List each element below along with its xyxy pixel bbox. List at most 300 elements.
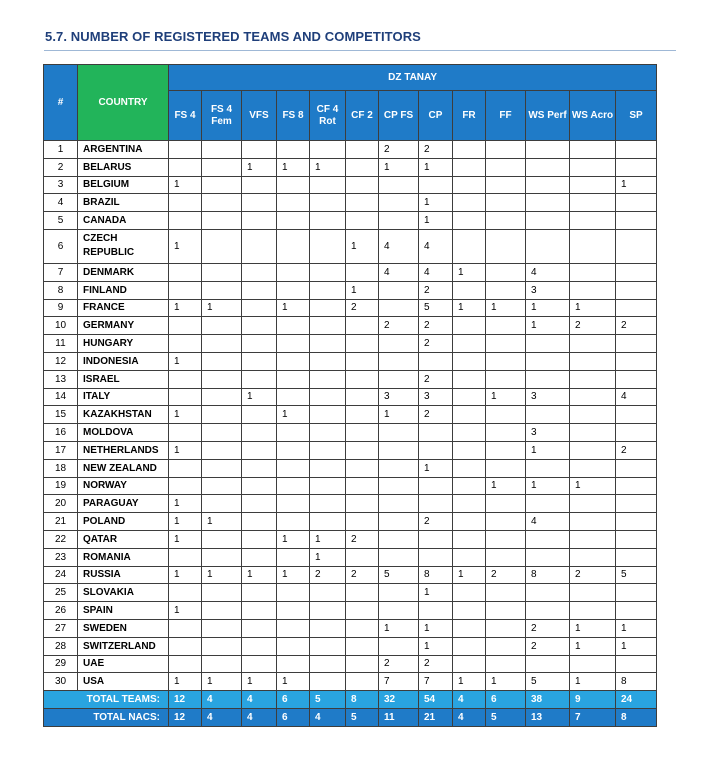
value-cell: 7 (419, 673, 453, 691)
country-name: BELARUS (78, 158, 169, 176)
value-cell (202, 352, 242, 370)
value-cell: 1 (169, 495, 202, 513)
value-cell (169, 424, 202, 442)
value-cell (277, 317, 310, 335)
value-cell (202, 602, 242, 620)
value-cell (453, 281, 486, 299)
value-cell (242, 281, 277, 299)
value-cell: 1 (169, 176, 202, 194)
value-cell (379, 424, 419, 442)
value-cell (346, 441, 379, 459)
value-cell (453, 317, 486, 335)
value-cell (277, 441, 310, 459)
country-name: GERMANY (78, 317, 169, 335)
value-cell (346, 317, 379, 335)
value-cell: 7 (379, 673, 419, 691)
value-cell (486, 229, 526, 263)
value-cell (277, 388, 310, 406)
value-cell (277, 212, 310, 230)
value-cell (346, 212, 379, 230)
value-cell (310, 655, 346, 673)
value-cell: 2 (379, 141, 419, 159)
value-cell (486, 637, 526, 655)
value-cell: 2 (310, 566, 346, 584)
country-name: MOLDOVA (78, 424, 169, 442)
country-name: PARAGUAY (78, 495, 169, 513)
value-cell: 2 (570, 317, 616, 335)
value-cell: 2 (379, 655, 419, 673)
value-cell: 1 (526, 317, 570, 335)
value-cell (486, 176, 526, 194)
total-value: 5 (346, 709, 379, 727)
value-cell: 3 (526, 281, 570, 299)
value-cell (277, 637, 310, 655)
value-cell: 1 (526, 441, 570, 459)
value-cell (379, 602, 419, 620)
value-cell (277, 176, 310, 194)
value-cell (453, 388, 486, 406)
value-cell: 2 (419, 655, 453, 673)
value-cell: 1 (202, 299, 242, 317)
value-cell (346, 158, 379, 176)
value-cell: 1 (570, 299, 616, 317)
value-cell (242, 530, 277, 548)
total-value: 13 (526, 709, 570, 727)
value-cell: 1 (616, 176, 657, 194)
value-cell: 5 (379, 566, 419, 584)
value-cell (453, 495, 486, 513)
value-cell: 1 (202, 673, 242, 691)
value-cell (486, 141, 526, 159)
value-cell (486, 158, 526, 176)
value-cell (486, 335, 526, 353)
value-cell (526, 229, 570, 263)
value-cell (453, 441, 486, 459)
value-cell (616, 299, 657, 317)
value-cell (310, 424, 346, 442)
table-totals (44, 691, 657, 727)
value-cell (242, 655, 277, 673)
value-cell (242, 406, 277, 424)
value-cell (346, 263, 379, 281)
value-cell (242, 495, 277, 513)
value-cell: 1 (419, 637, 453, 655)
value-cell (169, 637, 202, 655)
value-cell: 1 (419, 212, 453, 230)
table-row (44, 637, 657, 655)
value-cell: 1 (277, 673, 310, 691)
country-name: FRANCE (78, 299, 169, 317)
value-cell (486, 406, 526, 424)
value-cell: 2 (419, 141, 453, 159)
country-name: USA (78, 673, 169, 691)
value-cell (379, 370, 419, 388)
value-cell (242, 584, 277, 602)
row-number: 30 (44, 673, 78, 691)
value-cell: 3 (379, 388, 419, 406)
value-cell (242, 459, 277, 477)
value-cell: 2 (346, 566, 379, 584)
table-row (44, 212, 657, 230)
value-cell (453, 619, 486, 637)
value-cell (570, 406, 616, 424)
value-cell (526, 194, 570, 212)
value-cell (277, 281, 310, 299)
value-cell (486, 655, 526, 673)
value-cell (277, 194, 310, 212)
value-cell: 1 (526, 477, 570, 495)
country-name: FINLAND (78, 281, 169, 299)
value-cell: 1 (346, 281, 379, 299)
value-cell (310, 299, 346, 317)
value-cell: 1 (277, 566, 310, 584)
value-cell (346, 513, 379, 531)
row-number: 18 (44, 459, 78, 477)
total-value: 21 (419, 709, 453, 727)
value-cell (346, 655, 379, 673)
value-cell: 1 (169, 352, 202, 370)
value-cell (346, 388, 379, 406)
value-cell: 1 (616, 637, 657, 655)
value-cell (379, 459, 419, 477)
value-cell (310, 406, 346, 424)
value-cell: 8 (419, 566, 453, 584)
value-cell (616, 281, 657, 299)
value-cell (310, 263, 346, 281)
value-cell (169, 584, 202, 602)
value-cell: 1 (570, 637, 616, 655)
table-row (44, 602, 657, 620)
value-cell (570, 548, 616, 566)
value-cell (346, 477, 379, 495)
value-cell (202, 477, 242, 495)
row-number: 27 (44, 619, 78, 637)
value-cell (277, 335, 310, 353)
country-name: SPAIN (78, 602, 169, 620)
total-value: 4 (242, 709, 277, 727)
country-name: KAZAKHSTAN (78, 406, 169, 424)
header-column: CF 4 Rot (310, 91, 346, 141)
value-cell (419, 352, 453, 370)
total-value: 4 (202, 709, 242, 727)
value-cell (486, 495, 526, 513)
value-cell (570, 513, 616, 531)
value-cell (570, 584, 616, 602)
value-cell (310, 619, 346, 637)
value-cell: 2 (419, 335, 453, 353)
value-cell (616, 655, 657, 673)
value-cell (616, 352, 657, 370)
value-cell (346, 619, 379, 637)
table-row (44, 335, 657, 353)
row-number: 3 (44, 176, 78, 194)
value-cell (379, 352, 419, 370)
value-cell (486, 584, 526, 602)
header-column: FS 4 (169, 91, 202, 141)
value-cell (310, 212, 346, 230)
row-number: 17 (44, 441, 78, 459)
value-cell: 1 (169, 229, 202, 263)
value-cell (346, 602, 379, 620)
table-row (44, 619, 657, 637)
value-cell (202, 619, 242, 637)
header-column: VFS (242, 91, 277, 141)
value-cell (202, 406, 242, 424)
total-value: 4 (310, 709, 346, 727)
country-name: DENMARK (78, 263, 169, 281)
value-cell (570, 530, 616, 548)
value-cell (570, 263, 616, 281)
value-cell (346, 637, 379, 655)
value-cell (277, 619, 310, 637)
value-cell (202, 212, 242, 230)
table-row (44, 441, 657, 459)
value-cell (202, 158, 242, 176)
value-cell (486, 513, 526, 531)
value-cell (310, 673, 346, 691)
value-cell (419, 495, 453, 513)
value-cell (616, 229, 657, 263)
value-cell (346, 459, 379, 477)
value-cell (242, 477, 277, 495)
value-cell (310, 194, 346, 212)
value-cell (277, 424, 310, 442)
value-cell (242, 335, 277, 353)
value-cell (310, 584, 346, 602)
value-cell (169, 281, 202, 299)
row-number: 4 (44, 194, 78, 212)
table-row (44, 229, 657, 263)
table-row (44, 406, 657, 424)
value-cell (616, 513, 657, 531)
value-cell (202, 229, 242, 263)
country-name: CZECH REPUBLIC (78, 229, 169, 263)
value-cell (526, 176, 570, 194)
table-row (44, 566, 657, 584)
value-cell (453, 141, 486, 159)
country-name: BRAZIL (78, 194, 169, 212)
value-cell (379, 335, 419, 353)
total-value: 4 (242, 691, 277, 709)
value-cell: 1 (169, 299, 202, 317)
value-cell (277, 459, 310, 477)
total-value: 4 (202, 691, 242, 709)
value-cell: 1 (169, 673, 202, 691)
value-cell (616, 548, 657, 566)
row-number: 12 (44, 352, 78, 370)
table-row (44, 317, 657, 335)
value-cell (202, 495, 242, 513)
value-cell (242, 141, 277, 159)
value-cell: 2 (486, 566, 526, 584)
country-name: NEW ZEALAND (78, 459, 169, 477)
value-cell: 1 (419, 619, 453, 637)
value-cell (169, 212, 202, 230)
value-cell: 1 (277, 406, 310, 424)
header-group: DZ TANAY (169, 65, 657, 91)
value-cell (277, 513, 310, 531)
table-row (44, 352, 657, 370)
teams-competitors-table (43, 64, 657, 727)
value-cell (616, 141, 657, 159)
value-cell: 2 (616, 441, 657, 459)
value-cell (453, 530, 486, 548)
header-column: FS 8 (277, 91, 310, 141)
value-cell (419, 548, 453, 566)
value-cell: 1 (169, 602, 202, 620)
value-cell (242, 441, 277, 459)
value-cell (453, 194, 486, 212)
total-value: 24 (616, 691, 657, 709)
value-cell (570, 281, 616, 299)
value-cell: 1 (419, 459, 453, 477)
value-cell: 2 (616, 317, 657, 335)
value-cell (277, 584, 310, 602)
value-cell (453, 602, 486, 620)
value-cell: 1 (277, 530, 310, 548)
header-country: COUNTRY (78, 65, 169, 141)
value-cell: 2 (419, 513, 453, 531)
value-cell (486, 548, 526, 566)
value-cell: 4 (379, 263, 419, 281)
value-cell (310, 495, 346, 513)
value-cell (242, 637, 277, 655)
value-cell (486, 212, 526, 230)
value-cell (242, 194, 277, 212)
value-cell: 1 (310, 158, 346, 176)
value-cell (486, 352, 526, 370)
value-cell (379, 584, 419, 602)
value-cell (486, 370, 526, 388)
table-row (44, 370, 657, 388)
value-cell (379, 548, 419, 566)
value-cell (242, 317, 277, 335)
value-cell (310, 459, 346, 477)
value-cell: 1 (616, 619, 657, 637)
value-cell (169, 459, 202, 477)
value-cell: 1 (379, 158, 419, 176)
value-cell (570, 441, 616, 459)
value-cell: 1 (346, 229, 379, 263)
value-cell (570, 212, 616, 230)
value-cell (169, 370, 202, 388)
value-cell: 1 (570, 477, 616, 495)
country-name: BELGIUM (78, 176, 169, 194)
value-cell (242, 548, 277, 566)
value-cell (242, 299, 277, 317)
value-cell (310, 229, 346, 263)
total-value: 8 (616, 709, 657, 727)
value-cell (526, 530, 570, 548)
value-cell (169, 655, 202, 673)
value-cell (169, 141, 202, 159)
total-value: 12 (169, 691, 202, 709)
row-number: 21 (44, 513, 78, 531)
value-cell: 1 (310, 548, 346, 566)
row-number: 8 (44, 281, 78, 299)
value-cell: 1 (242, 388, 277, 406)
total-value: 11 (379, 709, 419, 727)
row-number: 7 (44, 263, 78, 281)
total-value: 6 (277, 691, 310, 709)
value-cell: 1 (169, 566, 202, 584)
value-cell (570, 194, 616, 212)
table-row (44, 548, 657, 566)
total-value: 12 (169, 709, 202, 727)
value-cell (346, 194, 379, 212)
table-row (44, 176, 657, 194)
table-row (44, 673, 657, 691)
value-cell (453, 229, 486, 263)
header-column: SP (616, 91, 657, 141)
row-number: 6 (44, 229, 78, 263)
value-cell (616, 370, 657, 388)
country-name: SWEDEN (78, 619, 169, 637)
table-row (44, 655, 657, 673)
value-cell (453, 459, 486, 477)
total-value: 4 (453, 709, 486, 727)
value-cell (310, 352, 346, 370)
value-cell (486, 424, 526, 442)
value-cell (486, 459, 526, 477)
value-cell (169, 335, 202, 353)
value-cell (310, 477, 346, 495)
value-cell: 1 (277, 299, 310, 317)
header-column: FR (453, 91, 486, 141)
value-cell (570, 158, 616, 176)
value-cell (453, 477, 486, 495)
value-cell (453, 513, 486, 531)
value-cell (277, 495, 310, 513)
value-cell: 1 (453, 566, 486, 584)
header-column: CP FS (379, 91, 419, 141)
value-cell (570, 602, 616, 620)
value-cell (169, 158, 202, 176)
table-body (44, 141, 657, 691)
value-cell (570, 229, 616, 263)
row-number: 16 (44, 424, 78, 442)
value-cell (346, 335, 379, 353)
total-value: 32 (379, 691, 419, 709)
total-label: TOTAL TEAMS: (44, 691, 169, 709)
row-number: 2 (44, 158, 78, 176)
value-cell (202, 141, 242, 159)
value-cell: 4 (419, 229, 453, 263)
table-row (44, 141, 657, 159)
table-row (44, 299, 657, 317)
value-cell (616, 602, 657, 620)
value-cell (346, 424, 379, 442)
total-value: 6 (486, 691, 526, 709)
value-cell: 1 (486, 477, 526, 495)
value-cell (346, 141, 379, 159)
row-number: 5 (44, 212, 78, 230)
table-row (44, 263, 657, 281)
value-cell (310, 335, 346, 353)
table-row (44, 459, 657, 477)
value-cell (570, 176, 616, 194)
value-cell (242, 513, 277, 531)
country-name: HUNGARY (78, 335, 169, 353)
table-row (44, 584, 657, 602)
header-column: CF 2 (346, 91, 379, 141)
value-cell (419, 441, 453, 459)
value-cell (570, 388, 616, 406)
value-cell: 1 (169, 530, 202, 548)
value-cell: 1 (379, 406, 419, 424)
value-cell (202, 370, 242, 388)
value-cell (346, 495, 379, 513)
